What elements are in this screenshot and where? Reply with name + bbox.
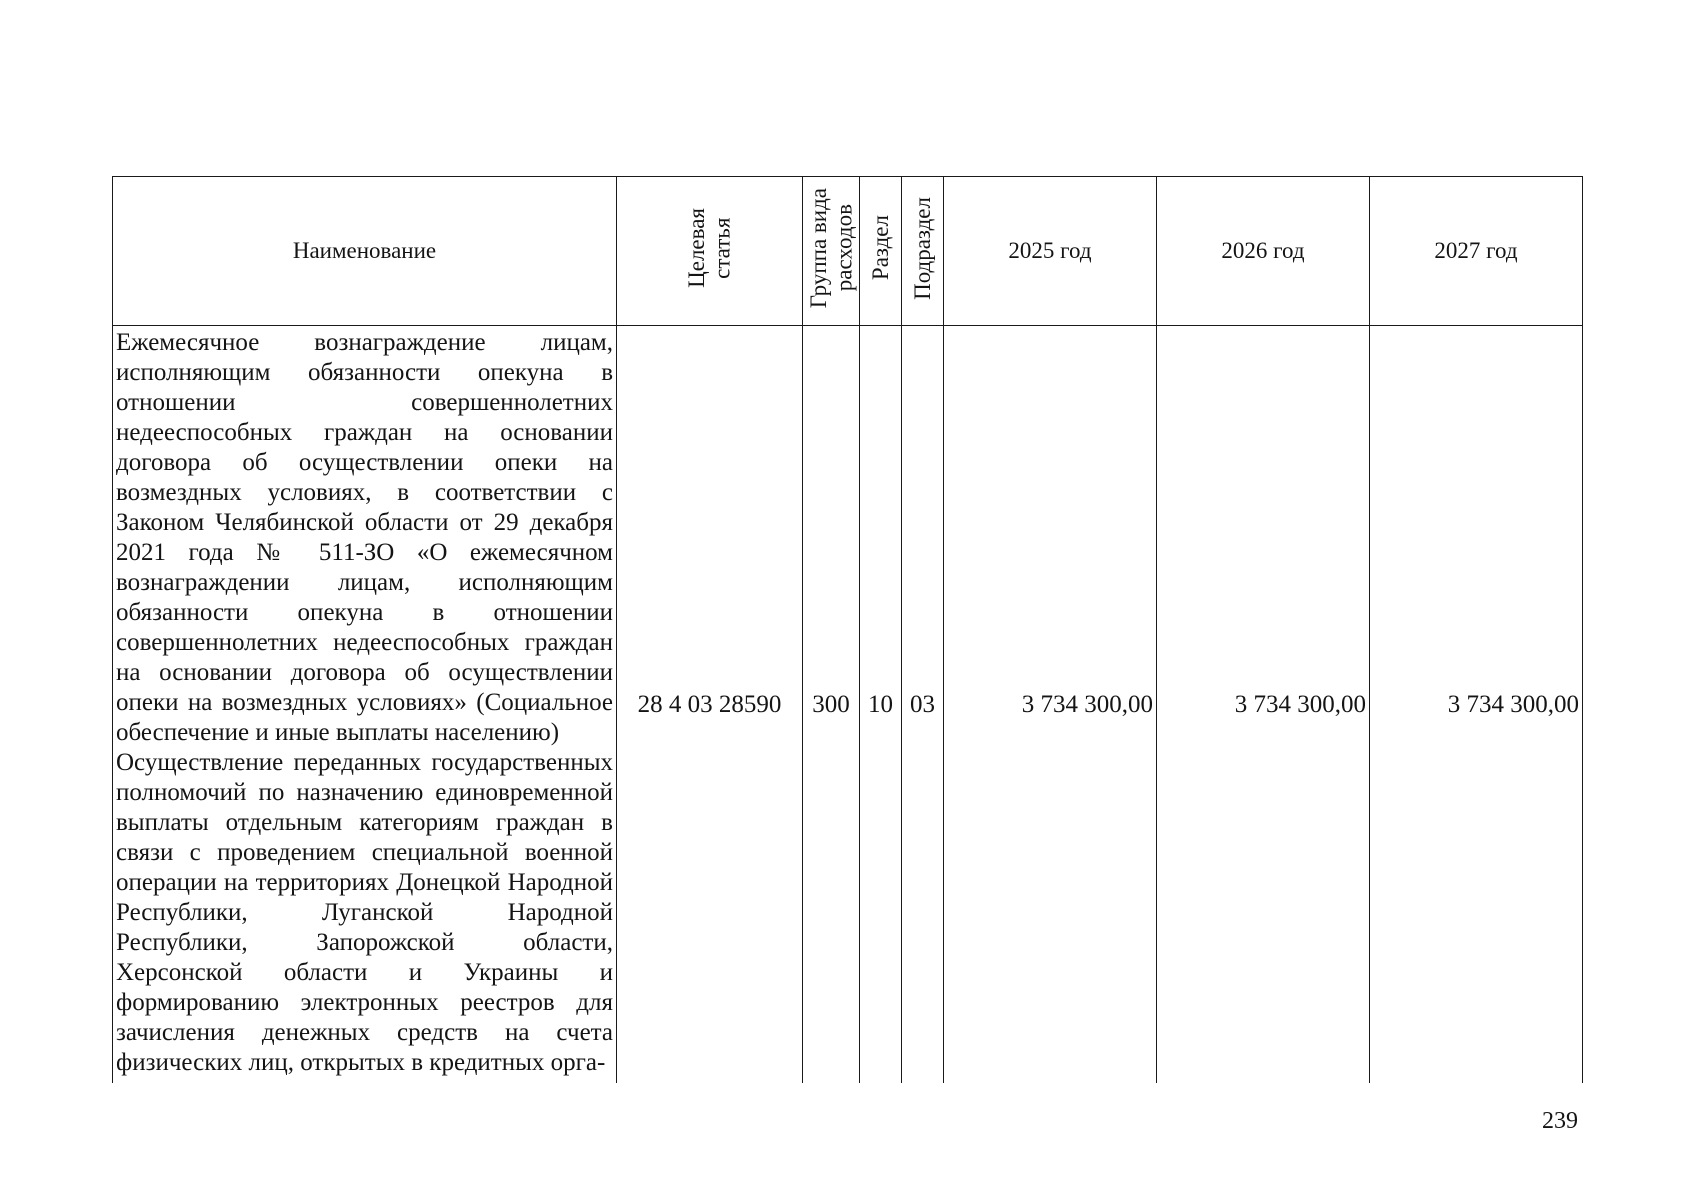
row-name-paragraph-1: Ежемесячное вознаграждение лицам, исполняющим обязанности опекуна в отношении совершеннолетних недееспособных граждан на основании договора об осуществлении опеки на возмездных условиях, в соответствии с Законом Челябинской области от 29 декабря 2021 года № 511-ЗО «О ежемесячном вознаграждении лицам, исполняющим обязанности опекуна в отношении совершеннолетних недееспособных граждан на основании договора об осуществлении опеки на возмездных условиях» (Социальное обеспечение и иные выплаты населению) [116,329,613,746]
header-year-2026-label: 2026 год [1221,238,1305,263]
header-name [113,177,617,326]
header-subsection [902,177,944,326]
header-section [860,177,902,326]
header-year-2026 [1157,177,1370,326]
header-year-2027-label: 2027 год [1434,238,1518,263]
header-expense-group-label: Группа вида расходов [805,187,856,309]
header-name-label: Наименование [292,238,437,263]
header-year-2025 [944,177,1157,326]
row-amount-2025: 3 734 300,00 [944,326,1157,1084]
row-amount-2026: 3 734 300,00 [1157,326,1370,1084]
page-number: 239 [1542,1108,1578,1134]
row-name-paragraph-2: Осуществление переданных государственных полномочий по назначению единовременной выплаты отдельным категориям граждан в связи с проведением специальной военной операции на территориях Донецкой Народной Республики, Луганской Народной Республики, Запорожской области, Херсонской области и Украины и формированию электронных реестров для зачисления денежных средств на счета физических лиц, открытых в кредитных орга- [116,749,613,1076]
header-section-label: Раздел [867,215,893,281]
row-section: 10 [860,326,902,1084]
row-target-article: 28 4 03 28590 [617,326,803,1084]
row-name-cell [113,326,617,1084]
header-expense-group [803,177,860,326]
header-target-article-label: Целевая статья [684,208,735,288]
header-subsection-label: Подраздел [909,196,935,300]
table-row [113,326,1583,1084]
header-year-2025-label: 2025 год [1008,238,1092,263]
row-subsection: 03 [902,326,944,1084]
header-year-2027 [1370,177,1583,326]
budget-table [112,176,1583,1083]
header-target-article [617,177,803,326]
row-amount-2027: 3 734 300,00 [1370,326,1583,1084]
row-expense-group: 300 [803,326,860,1084]
table-header-row [113,177,1583,326]
